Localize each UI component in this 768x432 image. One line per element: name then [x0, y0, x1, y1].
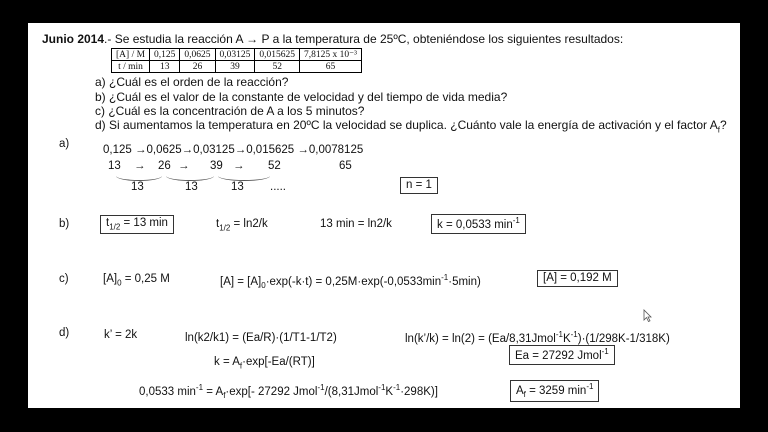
half-life-equation: 13 min = ln2/k [320, 218, 392, 230]
part-c-label: c) [59, 273, 69, 285]
calc-part: )·(1/298K-1/318K) [577, 332, 670, 345]
calc-part: ln(k’/k) = ln(2) = (Ea/8,31Jmol [405, 332, 556, 345]
calc-exponent: -1 [555, 330, 563, 339]
half-life-box [100, 215, 174, 234]
table-cell: 0,0625 [180, 49, 215, 61]
arr-subscript: f [239, 361, 243, 371]
af-part: = A [203, 385, 224, 398]
formula-subscript: 1/2 [219, 223, 231, 233]
results-table [111, 48, 362, 73]
order-result-box: n = 1 [400, 177, 438, 194]
formula-rhs: = ln2/k [230, 218, 268, 230]
question-a: a) ¿Cuál es el orden de la reacción? [95, 75, 289, 89]
difference-value: 13 [131, 181, 144, 193]
half-life-symbol: t [106, 217, 110, 229]
af-exponent: -1 [195, 383, 204, 392]
table-cell: 52 [255, 61, 300, 73]
table-cell: 0,03125 [215, 49, 255, 61]
part-a-label: a) [59, 138, 70, 150]
concentration-sequence: 0,125 →0,0625→0,03125→0,015625 →0,0078125 [103, 144, 364, 156]
eq-exponent: -1 [441, 273, 449, 282]
half-life-value: = 13 min [120, 217, 168, 229]
difference-arc [166, 171, 214, 181]
rate-constant-box [431, 214, 526, 234]
part-d-label: d) [59, 327, 70, 339]
eq-part: ·5min) [448, 275, 481, 288]
part-b-label: b) [59, 218, 70, 230]
af-subscript: f [223, 391, 226, 401]
mouse-pointer-icon [643, 309, 652, 322]
table-cell: t / min [112, 61, 150, 73]
table-cell: [A] / M [112, 49, 150, 61]
arr-part: k = A [214, 356, 240, 368]
initial-subscript: 0 [117, 278, 122, 288]
problem-text: .- Se estudia la reacción A → P a la temperatura de 25ºC, obteniéndose los siguientes resultados: [104, 32, 624, 46]
eq-subscript: 0 [261, 281, 266, 291]
half-life-subscript: 1/2 [109, 222, 121, 232]
time-arrow: → [178, 160, 190, 172]
problem-statement [42, 32, 623, 46]
table-cell: 0,125 [150, 49, 180, 61]
problem-heading: Junio 2014 [42, 32, 105, 46]
preexponential-result-box [510, 380, 599, 402]
time-value: 13 [108, 160, 121, 172]
arrhenius-ln-equation: ln(k2/k1) = (Ea/R)·(1/T1-1/T2) [185, 332, 337, 344]
af-part: ·exp[- 27292 Jmol [225, 385, 318, 398]
concentration-result-box: [A] = 0,192 M [537, 270, 618, 287]
arrhenius-equation [214, 356, 315, 370]
af-part: /(8,31Jmol [324, 385, 379, 398]
difference-arc [218, 171, 270, 181]
time-arrow: → [233, 160, 245, 172]
table-cell: 7,8125 x 10⁻³ [300, 49, 362, 61]
af-result-value: = 3259 min [525, 384, 587, 397]
lecture-slide [28, 23, 740, 408]
table-cell: 39 [215, 61, 255, 73]
table-row [112, 61, 362, 73]
initial-symbol: [A] [103, 273, 118, 285]
rate-constant-value: k = 0,0533 min [437, 218, 513, 231]
difference-ellipsis: ..... [270, 181, 286, 193]
af-symbol: A [516, 384, 524, 397]
activation-energy-exponent: -1 [601, 347, 609, 356]
eq-part: [A] = [A] [220, 275, 262, 288]
question-d-text: d) Si aumentamos la temperatura en 20ºC la velocidad se duplica. ¿Cuánto vale la energía de activación y el factor A [95, 118, 718, 132]
time-arrow: → [134, 160, 146, 172]
difference-value: 13 [185, 181, 198, 193]
table-cell: 0,015625 [255, 49, 300, 61]
calc-part: K [562, 332, 571, 345]
calc-exponent: -1 [570, 330, 578, 339]
eq-part: ·exp(-k·t) = 0,25M·exp(-0,0533min [265, 275, 442, 288]
question-d-subscript: f [717, 125, 720, 135]
time-value: 26 [158, 160, 171, 172]
af-exponent: -1 [378, 383, 386, 392]
time-value: 65 [339, 160, 352, 172]
difference-arc [116, 171, 162, 181]
difference-value: 13 [231, 181, 244, 193]
rate-constant-exponent: -1 [512, 216, 520, 225]
af-result-subscript: f [523, 390, 526, 400]
af-part: 0,0533 min [139, 385, 196, 398]
time-value: 52 [268, 160, 281, 172]
table-row [112, 49, 362, 61]
time-value: 39 [210, 160, 223, 172]
activation-energy-box [509, 345, 615, 365]
af-exponent: -1 [393, 383, 401, 392]
table-cell: 65 [300, 61, 362, 73]
question-c: c) ¿Cuál es la concentración de A a los 5 minutos? [95, 104, 365, 118]
table-cell: 26 [180, 61, 215, 73]
initial-value: = 0,25 M [121, 273, 170, 285]
activation-energy-calc [405, 330, 670, 345]
activation-energy-value: Ea = 27292 Jmol [515, 349, 602, 362]
af-part: K [385, 385, 394, 398]
question-b: b) ¿Cuál es el valor de la constante de velocidad y del tiempo de vida media? [95, 90, 508, 104]
concentration-equation [220, 273, 481, 290]
initial-concentration [103, 273, 170, 287]
af-exponent: -1 [317, 383, 325, 392]
arr-part: ·exp[-Ea/(RT)] [242, 356, 315, 368]
preexponential-calc [139, 383, 438, 400]
rate-relation: k’ = 2k [104, 329, 138, 341]
question-d [95, 118, 727, 134]
question-d-end: ? [719, 118, 727, 132]
half-life-formula [216, 218, 268, 232]
formula-symbol: t [216, 218, 220, 230]
af-part: ·298K)] [400, 385, 438, 398]
table-cell: 13 [150, 61, 180, 73]
af-result-exponent: -1 [586, 382, 594, 391]
